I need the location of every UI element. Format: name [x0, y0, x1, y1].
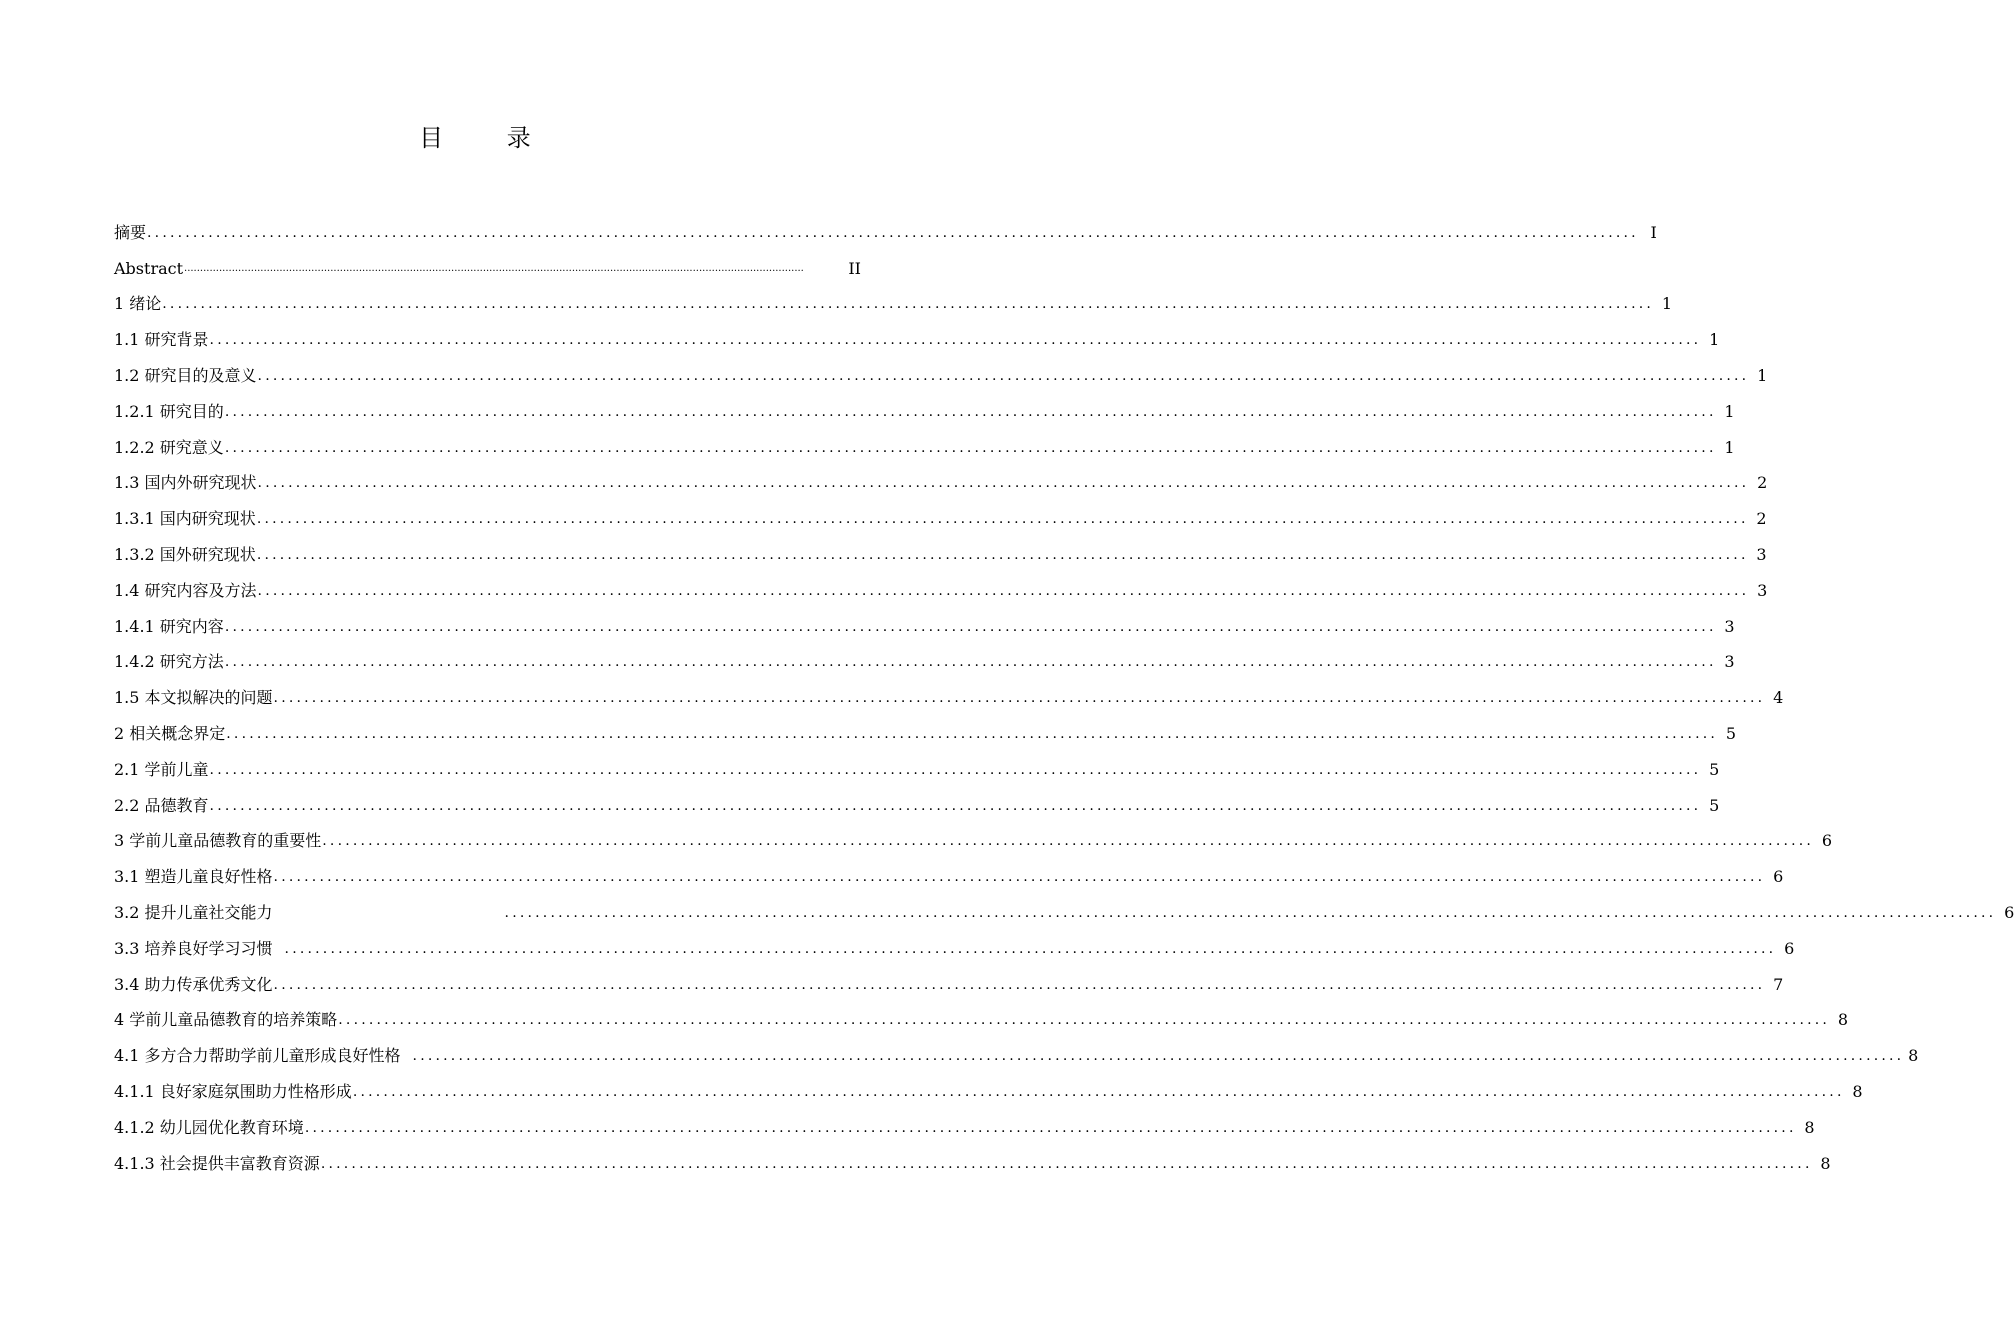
- toc-entry-page: 1: [1709, 330, 1720, 350]
- toc-entry-label: 4.1.2 幼儿园优化教育环境: [114, 1117, 304, 1137]
- dot-leader: ...................................................................................................................................................................................................: [257, 475, 1750, 492]
- dot-leader: ...................................................................................................................................................................................................: [338, 1012, 1831, 1029]
- dot-leader: ...................................................................................................................................................................................................: [224, 439, 1717, 456]
- toc-entry[interactable]: [114, 422, 1735, 458]
- toc-entry-page: I: [1650, 222, 1657, 242]
- toc-entry-page: 5: [1709, 795, 1720, 815]
- toc-entry[interactable]: [114, 1102, 1815, 1138]
- toc-entry[interactable]: [114, 529, 1767, 565]
- dot-leader: ...................................................................................................................................................................................................: [224, 618, 1717, 635]
- toc-entry-label: 1.4.2 研究方法: [114, 652, 224, 672]
- toc-entry-label: 3.1 塑造儿童良好性格: [114, 867, 273, 887]
- toc-entry[interactable]: [114, 672, 1784, 708]
- toc-entry[interactable]: [114, 350, 1768, 386]
- dot-leader: ...................................................................................................................................................................................................: [162, 296, 1655, 313]
- toc-entry-page: 1: [1661, 294, 1673, 314]
- toc-entry[interactable]: [114, 493, 1767, 529]
- toc-entry[interactable]: [114, 995, 1849, 1031]
- dot-leader: ...................................................................................................................................................................................................: [412, 1048, 1905, 1065]
- dot-leader: ...................................................................................................................................................................................................: [224, 403, 1717, 420]
- toc-entry[interactable]: [114, 708, 1737, 744]
- dot-leader: ...................................................................................................................................................................................................: [184, 262, 804, 274]
- toc-title: 目 录: [419, 124, 559, 152]
- toc-entry-page: 2: [1756, 509, 1767, 529]
- dot-leader: ...................................................................................................................................................................................................: [257, 582, 1750, 599]
- toc-entry-label: 1.2.1 研究目的: [114, 401, 224, 421]
- toc-entry-label: 1.4 研究内容及方法: [114, 580, 257, 600]
- dot-leader: ...................................................................................................................................................................................................: [284, 940, 1777, 957]
- toc-entry-page: 7: [1773, 974, 1784, 994]
- dot-leader: ...................................................................................................................................................................................................: [273, 869, 1766, 886]
- toc-entry-page: 6: [1784, 938, 1795, 958]
- dot-leader: ...................................................................................................................................................................................................: [209, 797, 1702, 814]
- dot-leader: ...................................................................................................................................................................................................: [504, 904, 1997, 921]
- toc-entry-page: 2: [1757, 473, 1768, 493]
- dot-leader: ...................................................................................................................................................................................................: [209, 761, 1702, 778]
- toc-entry-page: 3: [1756, 544, 1767, 564]
- toc-entry-page: 8: [1852, 1081, 1863, 1101]
- toc-entry-page: 5: [1709, 759, 1720, 779]
- toc-entry[interactable]: [114, 314, 1720, 350]
- toc-entry-label: 1 绪论: [114, 294, 162, 314]
- dot-leader: ...................................................................................................................................................................................................: [322, 833, 1815, 850]
- toc-entry[interactable]: [114, 744, 1720, 780]
- dot-leader: ...................................................................................................................................................................................................: [147, 224, 1639, 241]
- toc-entry-label: 3 学前儿童品德教育的重要性: [114, 831, 322, 851]
- toc-entry[interactable]: [114, 601, 1735, 637]
- dot-leader: ...................................................................................................................................................................................................: [273, 690, 1766, 707]
- dot-leader: ...................................................................................................................................................................................................: [224, 654, 1717, 671]
- toc-entry-page: 6: [2004, 902, 2014, 922]
- toc-entry-page: 6: [1821, 831, 1833, 851]
- dot-leader: ...................................................................................................................................................................................................: [320, 1155, 1813, 1172]
- toc-entry[interactable]: [114, 816, 1833, 852]
- toc-entry-label: 4 学前儿童品德教育的培养策略: [114, 1010, 338, 1030]
- toc-entry[interactable]: [114, 851, 1784, 887]
- toc-entry-page: 8: [1804, 1117, 1815, 1137]
- toc-list: [114, 207, 2014, 1174]
- toc-entry-page: 1: [1724, 437, 1735, 457]
- toc-entry[interactable]: [114, 565, 1768, 601]
- toc-entry-label: 1.3.2 国外研究现状: [114, 544, 256, 564]
- toc-entry-label: 1.2.2 研究意义: [114, 437, 224, 457]
- dot-leader: ...................................................................................................................................................................................................: [256, 546, 1749, 563]
- toc-entry[interactable]: [114, 386, 1735, 422]
- dot-leader: ...................................................................................................................................................................................................: [352, 1083, 1845, 1100]
- toc-entry-label: 2.1 学前儿童: [114, 759, 209, 779]
- toc-entry-label: 摘要: [114, 222, 147, 242]
- toc-entry-page: II: [848, 258, 861, 278]
- toc-entry-page: 1: [1724, 401, 1735, 421]
- toc-entry-label: 2 相关概念界定: [114, 723, 226, 743]
- toc-entry-label: 4.1 多方合力帮助学前儿童形成良好性格: [114, 1046, 401, 1066]
- toc-entry[interactable]: [114, 243, 861, 279]
- toc-entry-label: 1.1 研究背景: [114, 330, 209, 350]
- toc-entry[interactable]: [114, 637, 1735, 673]
- toc-entry-label: 1.5 本文拟解决的问题: [114, 688, 273, 708]
- dot-leader: ...................................................................................................................................................................................................: [304, 1119, 1797, 1136]
- toc-entry-label: 4.1.3 社会提供丰富教育资源: [114, 1153, 320, 1173]
- toc-entry[interactable]: [114, 207, 1657, 243]
- toc-entry-page: 1: [1757, 365, 1768, 385]
- dot-leader: ...................................................................................................................................................................................................: [273, 976, 1766, 993]
- toc-entry-label: 1.2 研究目的及意义: [114, 365, 257, 385]
- toc-entry-page: 8: [1820, 1153, 1831, 1173]
- toc-entry[interactable]: [114, 1138, 1831, 1174]
- toc-entry-page: 6: [1773, 867, 1784, 887]
- toc-entry-page: 3: [1724, 616, 1735, 636]
- toc-entry-label: 3.2 提升儿童社交能力: [114, 902, 273, 922]
- toc-entry-label: 2.2 品德教育: [114, 795, 209, 815]
- toc-entry-label: 4.1.1 良好家庭氛围助力性格形成: [114, 1081, 352, 1101]
- toc-entry[interactable]: [114, 279, 1673, 315]
- toc-entry-label: 1.3.1 国内研究现状: [114, 509, 256, 529]
- toc-entry[interactable]: [114, 887, 2014, 923]
- toc-entry[interactable]: [114, 923, 1795, 959]
- toc-entry-page: 8: [1908, 1046, 1919, 1066]
- toc-entry[interactable]: [114, 1066, 1863, 1102]
- toc-entry-label: 3.3 培养良好学习习惯: [114, 938, 273, 958]
- dot-leader: ...................................................................................................................................................................................................: [226, 725, 1719, 742]
- toc-entry-page: 5: [1725, 723, 1737, 743]
- toc-entry-label: 3.4 助力传承优秀文化: [114, 974, 273, 994]
- toc-entry-label: 1.3 国内外研究现状: [114, 473, 257, 493]
- toc-entry[interactable]: [114, 780, 1720, 816]
- toc-entry-label: 1.4.1 研究内容: [114, 616, 224, 636]
- toc-entry[interactable]: [114, 959, 1784, 995]
- toc-entry-page: 3: [1757, 580, 1768, 600]
- toc-entry[interactable]: [114, 1030, 1919, 1066]
- dot-leader: ...................................................................................................................................................................................................: [257, 367, 1750, 384]
- toc-entry-page: 3: [1724, 652, 1735, 672]
- dot-leader: ...................................................................................................................................................................................................: [256, 511, 1749, 528]
- toc-entry-label: Abstract: [114, 258, 184, 278]
- dot-leader: ...................................................................................................................................................................................................: [209, 332, 1702, 349]
- toc-entry[interactable]: [114, 458, 1768, 494]
- toc-entry-page: 8: [1837, 1010, 1849, 1030]
- toc-entry-page: 4: [1773, 688, 1784, 708]
